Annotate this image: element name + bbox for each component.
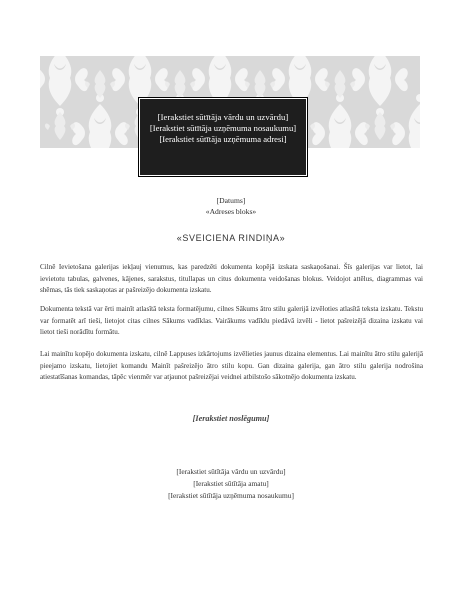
closing-field[interactable]: [Ierakstiet noslēgumu] [192,414,270,423]
body-paragraph: Lai mainītu kopējo dokumenta izskatu, cilnē Lappuses izkārtojums izvēlieties jaunus dizaina elementus. Lai mainītu ātro stilu galerijā pieejamo izskatu, lietojiet komandu Mainīt pašreizējo ātro stilu kopu. Gan dizaina galerija, gan ātro stilu galerija nodrošina atiestatīšanas komandas, tāpēc vienmēr var atjaunot pašreizējai veidnei atbilstošo sākotnējo dokumenta izskatu. [40,350,423,382]
address-block-field[interactable]: «Adreses bloks» [205,207,257,216]
sender-name[interactable]: [Ierakstiet sūtītāja vārdu un uzvārdu] [157,112,289,122]
salutation-line[interactable]: «SVEICIENA RINDIŅA» [176,233,286,243]
sender-info-box[interactable] [138,97,308,177]
sender-company[interactable]: [Ierakstiet sūtītāja uzņēmuma nosaukumu] [149,123,297,133]
body-paragraph: Cilnē Ievietošana galerijas iekļauj vienumus, kas paredzēti dokumenta kopējā izskata saskaņošanai. Šīs galerijas var lietot, lai ievietotu tabulas, galvenes, kājenes, sarakstus, titullapas un citus dokumenta veidošanas blokus. Veidojot attēlus, diagrammas vai shēmas, tās tiek saskaņotas ar pašreizējo dokumenta izskatu. [40,263,423,295]
signature-company[interactable]: [Ierakstiet sūtītāja uzņēmuma nosaukumu] [168,491,294,500]
body-paragraph: Dokumenta tekstā var ērti mainīt atlasītā teksta formatējumu, cilnes Sākums ātro stilu galerijā izvēloties atlasītā teksta izskatu. Tekstu var formatēt arī tieši, lietojot citas cilnes Sākums vadīklas. Vairākums vadīklu piedāvā izvēli - lietot pašreizējā dizaina izskatu vai lietot tieši norādītu formātu. [40,305,423,337]
sender-address[interactable]: [Ierakstiet sūtītāja uzņēmuma adresi] [159,134,287,144]
date-field[interactable]: [Datums] [216,196,246,205]
signature-name[interactable]: [Ierakstiet sūtītāja vārdu un uzvārdu] [176,467,286,476]
signature-title[interactable]: [Ierakstiet sūtītāja amatu] [193,479,269,488]
